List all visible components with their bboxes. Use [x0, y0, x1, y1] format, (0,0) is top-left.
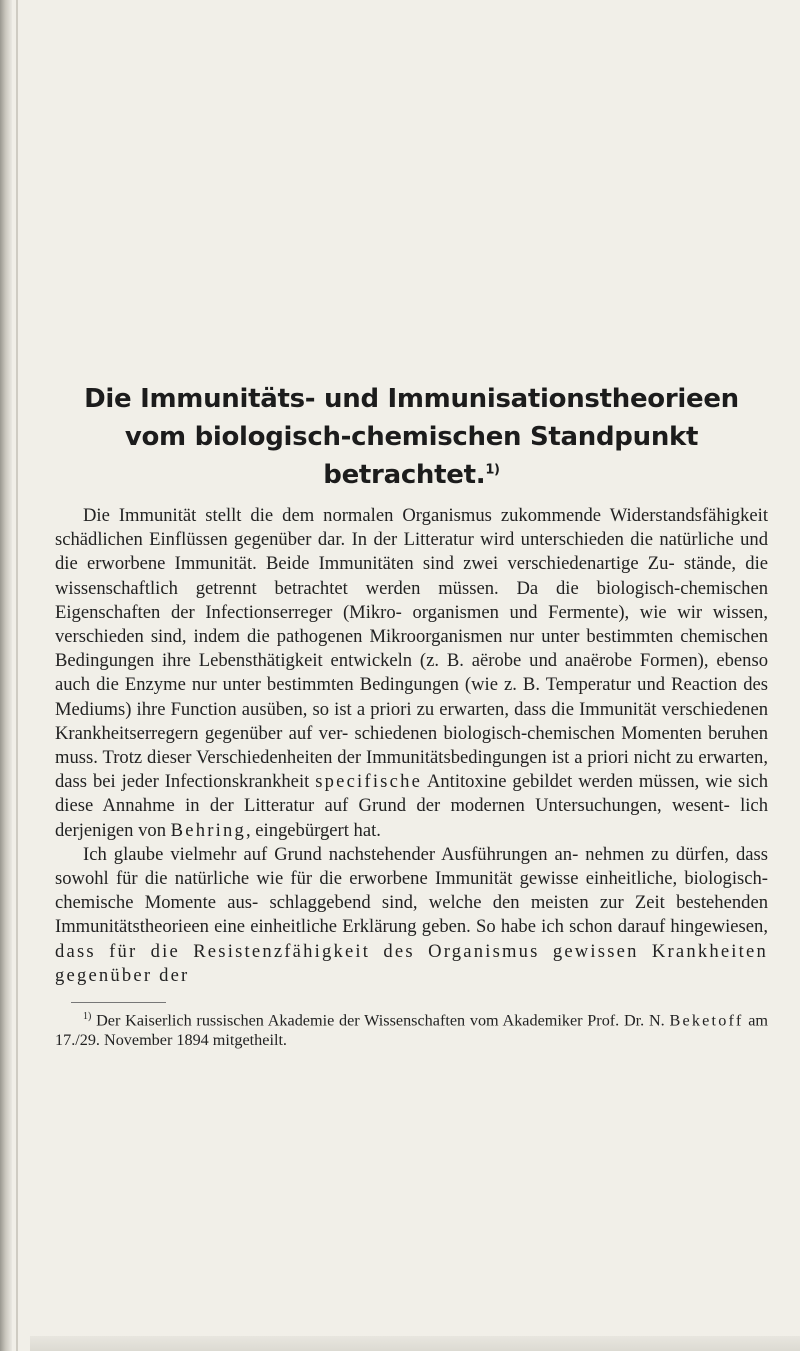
article-body	[55, 504, 768, 988]
paragraph-1-text-a: Die Immunität stellt die dem normalen Organismus zukommende Widerstandsfähigkeit schädlichen Einflüssen gegenüber dar. In der Litteratur wird unterschieden die natürliche und die erworbene Immunität. Beide Immunitäten sind zwei verschiedenartige Zu- stände, die wissenschaftlich getrennt betrachtet werden müssen. Da die biologisch-chemischen Eigenschaften der Infectionserreger (Mikro- organismen und Fermente), wie wir wissen, verschieden sind, indem die pathogenen Mikroorganismen nur unter bestimmten chemischen Bedingungen ihre Lebensthätigkeit entwickeln (z. B. aërobe und anaërobe Formen), ebenso auch die Enzyme nur unter bestimmten Bedingungen (wie z. B. Temperatur und Reaction des Mediums) ihre Function ausüben, so ist a priori zu erwarten, dass die Immunität verschiedenen Krankheitserregern gegenüber auf ver- schiedenen biologisch-chemischen Momenten beruhen muss. Trotz dieser Verschiedenheiten der Immunitätsbedingungen ist a priori nicht zu erwarten, dass bei jeder Infectionskrankheit	[55, 505, 768, 793]
title-line-3	[55, 456, 768, 494]
article-title	[55, 380, 768, 494]
paragraph-2-text-a: Ich glaube vielmehr auf Grund nachstehender Ausführungen an- nehmen zu dürfen, dass sowohl für die natürliche wie für die erworbene Immunität gewisse einheitliche, biologisch-chemische Momente aus- schlaggebend sind, welche den meisten zur Zeit bestehenden Immunitätstheorieen eine einheitliche Erklärung geben. So habe ich schon darauf hingewiesen,	[55, 843, 768, 938]
footnote-rule	[71, 1002, 166, 1003]
title-footnote-marker[interactable]: 1)	[485, 462, 500, 478]
footnote-marker: 1)	[83, 1011, 92, 1023]
title-line-2: vom biologisch-chemischen Standpunkt	[124, 422, 699, 452]
book-spine-shadow	[0, 0, 12, 1351]
footnote	[55, 1007, 768, 1050]
author-name-beketoff: Beketoff	[669, 1011, 744, 1030]
author-name-behring: Behring	[170, 819, 246, 841]
footnote-text-b: am 17./29. November 1894 mitgetheilt.	[55, 1011, 768, 1050]
page-edge-line	[16, 0, 18, 1351]
page-bottom-edge	[30, 1336, 800, 1351]
page-content	[55, 380, 768, 1050]
title-line-3-text: betrachtet.	[323, 460, 486, 490]
paragraph-1-text-b: Antitoxine gebildet werden müssen, wie sich diese Annahme in der Litteratur auf Grund der modernen Untersuchungen, wesent- lich derjenigen von	[55, 771, 768, 841]
spaced-emphasis-resistenz: dass für die Resistenzfähigkeit des Organismus gewissen Krankheiten gegenüber der	[55, 940, 768, 986]
spaced-term-specifische: specifische	[315, 771, 423, 793]
paragraph-2	[55, 843, 768, 988]
title-line-1: Die Immunitäts- und Immunisationstheorieen	[84, 384, 739, 414]
footnote-text-a: Der Kaiserlich russischen Akademie der Wissenschaften vom Akademiker Prof. Dr. N.	[91, 1011, 670, 1030]
paragraph-1-text-c: , eingebürgert hat.	[245, 819, 381, 841]
footnote-text	[55, 1007, 768, 1050]
paragraph-1	[55, 504, 768, 843]
